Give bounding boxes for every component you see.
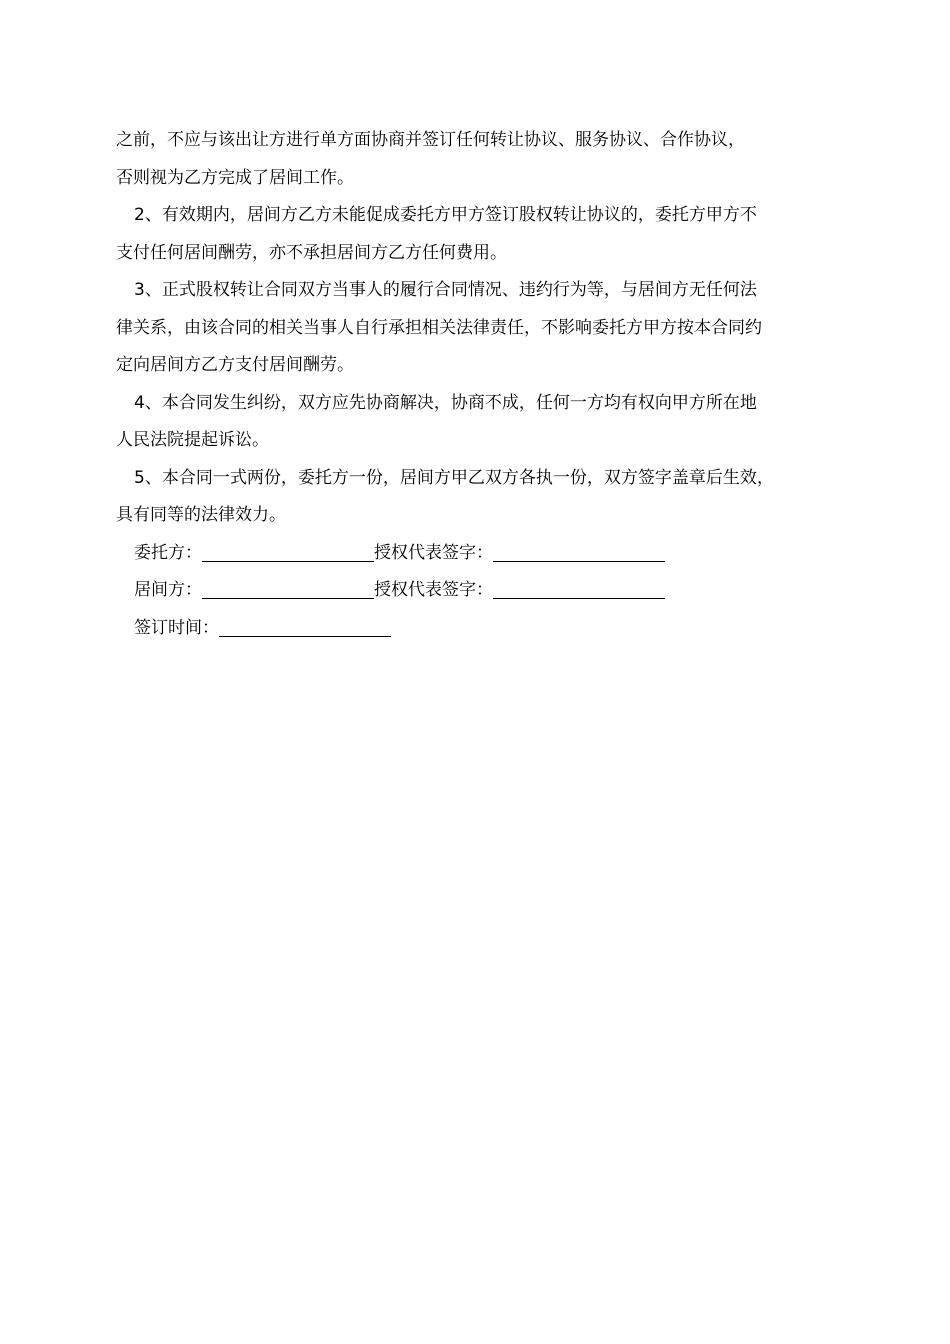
text-line: 之前，不应与该出让方进行单方面协商并签订任何转让协议、服务协议、合作协议， [116, 130, 745, 150]
clause-4-line: 4、本合同发生纠纷，双方应先协商解决，协商不成，任何一方均有权向甲方所在地 [134, 392, 757, 413]
text-line: 定向居间方乙方支付居间酬劳。 [116, 355, 354, 375]
intermediary-signature-blank [202, 580, 374, 599]
contract-body [116, 122, 850, 647]
clause-5-line: 5、本合同一式两份，委托方一份，居间方甲乙双方各执一份，双方签字盖章后生效， [134, 467, 774, 488]
authorized-rep-label: 授权代表签字： [374, 542, 493, 563]
intermediary-label: 居间方： [134, 580, 202, 600]
client-rep-signature-blank [493, 543, 665, 562]
clause-2-line: 2、有效期内，居间方乙方未能促成委托方甲方签订股权转让协议的，委托方甲方不 [134, 205, 757, 225]
client-signature-row [116, 535, 850, 573]
date-label: 签订时间： [134, 617, 219, 638]
client-label: 委托方： [134, 542, 202, 563]
date-signature-row [116, 610, 850, 648]
intermediary-signature-row [116, 572, 850, 610]
date-blank [219, 618, 391, 637]
text-line: 否则视为乙方完成了居间工作。 [116, 167, 354, 188]
clause-3-line: 3、正式股权转让合同双方当事人的履行合同情况、违约行为等，与居间方无任何法 [134, 280, 757, 300]
client-signature-blank [202, 543, 374, 562]
text-line: 律关系，由该合同的相关当事人自行承担相关法律责任，不影响委托方甲方按本合同约 [116, 317, 762, 338]
text-line: 支付任何居间酬劳，亦不承担居间方乙方任何费用。 [116, 242, 507, 263]
authorized-rep-label: 授权代表签字： [374, 580, 493, 600]
text-line: 人民法院提起诉讼。 [116, 430, 269, 450]
text-line: 具有同等的法律效力。 [116, 505, 286, 525]
intermediary-rep-signature-blank [493, 580, 665, 599]
